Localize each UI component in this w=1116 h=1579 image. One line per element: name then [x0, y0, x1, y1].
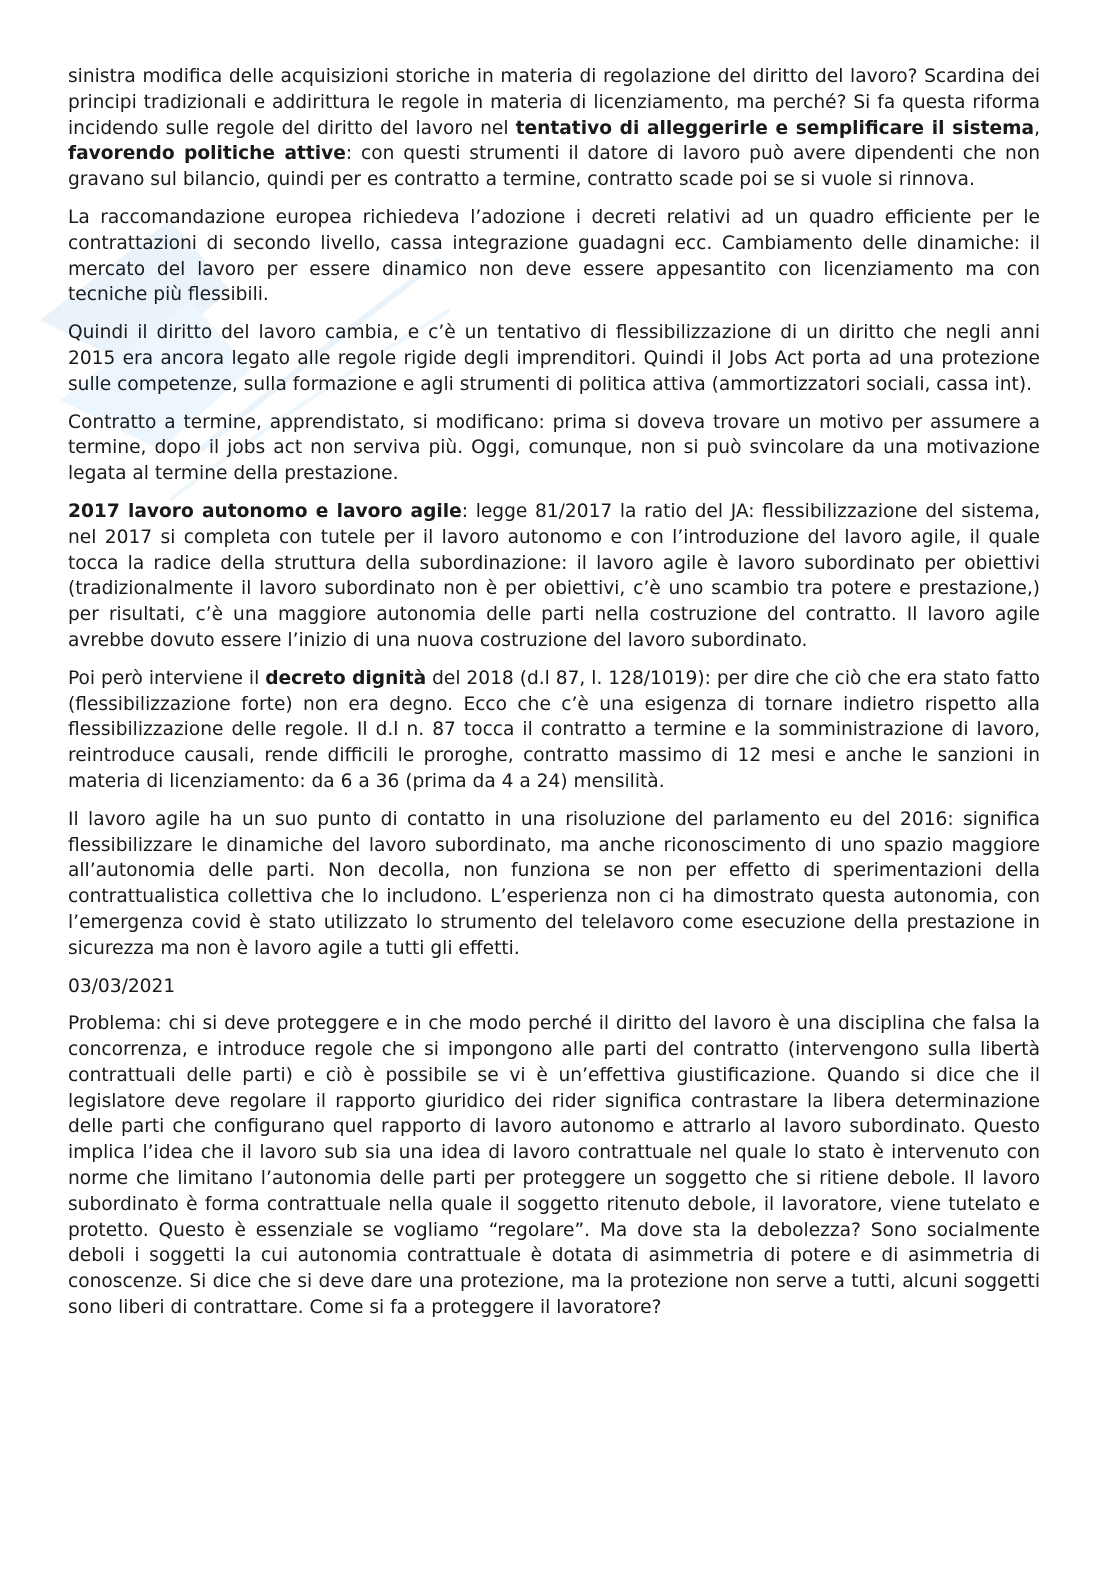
paragraph-3 [68, 320, 1040, 397]
paragraph-1 [68, 64, 1040, 193]
text-run: : legge 81/2017 la ratio del JA: flessibilizzazione del sistema, nel 2017 si completa con tutele per il lavoro autonomo e con l’introduzione del lavoro agile, il quale tocca la radice della struttura della subordinazione: il lavoro agile è lavoro subordinato per obiettivi (tradizionalmente il lavoro subordinato non è per obiettivi, c’è uno scambio tra potere e prestazione,) per risultati, c’è una maggiore autonomia delle parti nella costruzione del contratto. Il lavoro agile avrebbe dovuto essere l’inizio di una nuova costruzione del lavoro subordinato. [68, 500, 1040, 651]
bold-run: tentativo di alleggerirle e semplificare il sistema [515, 117, 1035, 139]
paragraph-2 [68, 205, 1040, 308]
text-run: Il lavoro agile ha un suo punto di contatto in una risoluzione del parlamento eu del 2016: significa flessibilizzare le dinamiche del lavoro subordinato, ma anche riconoscimento di uno spazio maggiore all’autonomia delle parti. Non decolla, non funziona se non per effetto di sperimentazioni della contrattualistica collettiva che lo includono. L’esperienza non ci ha dimostrato questa autonomia, con l’emergenza covid è stato utilizzato lo strumento del telelavoro come esecuzione della prestazione in sicurezza ma non è lavoro agile a tutti gli effetti. [68, 808, 1040, 959]
bold-run: decreto dignità [265, 667, 427, 689]
text-run: , [1034, 117, 1040, 139]
paragraph-5 [68, 499, 1040, 654]
paragraph-4 [68, 410, 1040, 487]
date-text: 03/03/2021 [68, 975, 176, 997]
text-run: sinistra modifica delle acquisizioni storiche in materia di regolazione del diritto del lavoro? Scardina dei principi tradizionali e addirittura le regole in materia di licenziamento, ma perché? Si fa questa riforma incidendo sulle regole del diritto del lavoro nel [68, 66, 1040, 139]
text-run: Poi però interviene il [68, 667, 266, 689]
text-run: Contratto a termine, apprendistato, si modificano: prima si doveva trovare un motivo per assumere a termine, dopo il jobs act non serviva più. Oggi, comunque, non si può svincolare da una motivazione legata al termine della prestazione. [68, 411, 1040, 485]
text-run: del 2018 (d.l 87, l. 128/1019): per dire che ciò che era stato fatto (flessibilizzazione forte) non era degno. Ecco che c’è una esigenza di tornare indietro rispetto alla flessibilizzazione delle regole. Il d.l n. 87 tocca il contratto a termine e la somministrazione di lavoro, reintroduce causali, rende difficili le proroghe, contratto massimo di 12 mesi e anche le sanzioni in materia di licenziamento: da 6 a 36 (prima da 4 a 24) mensilità. [68, 667, 1041, 792]
document-body [68, 64, 1040, 1333]
paragraph-7 [68, 807, 1040, 962]
text-run: Problema: chi si deve proteggere e in che modo perché il diritto del lavoro è una disciplina che falsa la concorrenza, e introduce regole che si impongono alle parti del contratto (intervengono sulla libertà contrattuali delle parti) e ciò è possibile se vi è un’effettiva giustificazione. Quando si dice che il legislatore deve regolare il rapporto giuridico dei rider significa contrastare la libera determinazione delle parti che configurano quel rapporto di lavoro autonomo e attrarlo al lavoro subordinato. Questo implica l’idea che il lavoro sub sia una idea di lavoro contrattuale nel quale lo stato è intervenuto con norme che limitano l’autonomia delle parti per proteggere un soggetto che si ritiene debole. Il lavoro subordinato è forma contrattuale nella quale il soggetto ritenuto debole, il lavoratore, viene tutelato e protetto. Questo è essenziale se vogliamo “regolare”. Ma dove sta la debolezza? Sono socialmente deboli i soggetti la cui autonomia contrattuale è dotata di asimmetria di potere e di asimmetria di conoscenze. Si dice che si deve dare una protezione, ma la protezione non serve a tutti, alcuni soggetti sono liberi di contrattare. Come si fa a proteggere il lavoratore? [68, 1013, 1040, 1319]
paragraph-6 [68, 666, 1040, 795]
bold-run: favorendo politiche attive [68, 143, 346, 165]
paragraph-8 [68, 1011, 1040, 1321]
text-run: Quindi il diritto del lavoro cambia, e c’è un tentativo di flessibilizzazione di un diritto che negli anni 2015 era ancora legato alle regole rigide degli imprenditori. Quindi il Jobs Act porta ad una protezione sulle competenze, sulla formazione e agli strumenti di politica attiva (ammortizzatori sociali, cassa int). [68, 322, 1040, 395]
bold-run: 2017 lavoro autonomo e lavoro agile [68, 500, 462, 522]
date-line [68, 974, 1040, 1000]
text-run: La raccomandazione europea richiedeva l’adozione i decreti relativi ad un quadro efficiente per le contrattazioni di secondo livello, cassa integrazione guadagni ecc. Cambiamento delle dinamiche: il mercato del lavoro per essere dinamico non deve essere appesantito con licenziamento ma con tecniche più flessibili. [68, 206, 1040, 306]
text-run: : con questi strumenti il datore di lavoro può avere dipendenti che non gravano sul bilancio, quindi per es contratto a termine, contratto scade poi se si vuole si rinnova. [68, 143, 1040, 191]
